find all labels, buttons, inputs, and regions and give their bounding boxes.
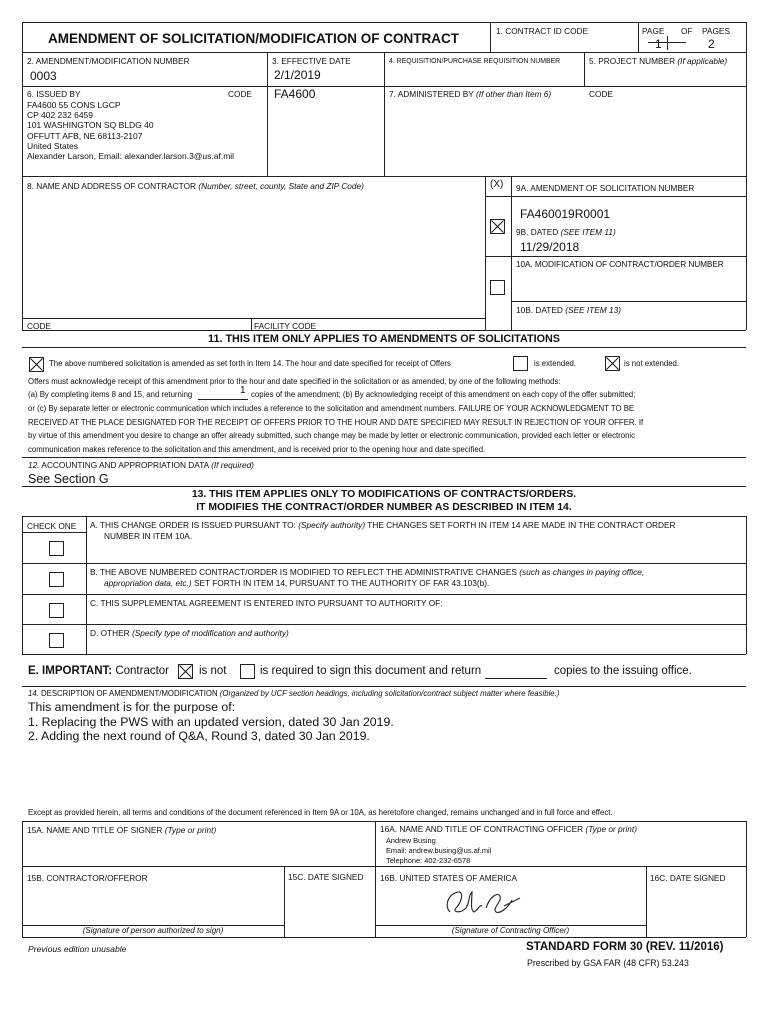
officer-signature [438,886,528,922]
signer-signature-caption: (Signature of person authorized to sign) [82,926,224,935]
previous-edition-note: Previous edition unusable [28,944,127,954]
project-number-text: 5. PROJECT NUMBER [589,56,676,66]
accounting-data-note: (If required) [211,460,254,470]
issued-by-line: 101 WASHINGTON SQ BLDG 40 [27,120,154,131]
effective-date-label: 3. EFFECTIVE DATE [272,56,351,66]
contractor-code-label: CODE [27,321,51,331]
section-11-para: communication makes reference to the solicitation and this amendment, and is received prior to the opening hour and date specified. [28,445,486,454]
contractor-date-signed-label: 15C. DATE SIGNED [288,872,364,882]
administered-by-code-label: CODE [589,89,613,99]
dated-10b-text: 10B. DATED [516,305,563,315]
option-d-lead: D. OTHER [90,628,130,638]
issued-by-code-label: CODE [228,89,252,99]
is-not-label: is not [199,665,227,677]
contractor-name-label [27,181,364,191]
dated-10b-label [516,305,621,315]
officer-line: Telephone: 402-232-6578 [386,855,471,865]
issued-by-line: FA4600 55 CONS LGCP [27,100,121,110]
pages-label: PAGES [702,26,730,36]
option-b-line2 [104,578,489,588]
officer-signature-caption: (Signature of Contracting Officer) [451,926,570,935]
pages-total: 2 [708,37,715,51]
is-extended-label: is extended. [534,359,577,368]
important-row [28,665,169,677]
amendment-solicitation-value[interactable]: FA460019R0001 [520,207,611,221]
description-line: 1. Replacing the PWS with an updated version, dated 30 Jan 2019. [28,714,394,729]
issued-by-line: CP 402 232 6459 [27,110,94,121]
description-body [28,700,394,744]
amendment-checkbox[interactable] [490,219,505,234]
contractor-word: Contractor [115,665,170,677]
amendment-solicitation-label: 9A. AMENDMENT OF SOLICITATION NUMBER [516,183,695,193]
prescribed-by-label: Prescribed by GSA FAR (48 CFR) 53.243 [527,958,689,968]
description-label [28,689,559,699]
option-a-checkbox[interactable] [49,541,64,556]
option-a-line2: NUMBER IN ITEM 10A. [104,531,193,541]
accounting-data-value[interactable]: See Section G [28,472,109,486]
dated-9b-note: (SEE ITEM 11) [560,227,616,237]
amendment-number-value[interactable]: 0003 [30,69,57,83]
section-11-para: copies of the amendment; (b) By acknowledging receipt of this amendment on each copy of the offer submitted; [251,390,636,399]
option-d-text [90,628,289,638]
not-extended-checkbox[interactable] [605,356,620,371]
contractor-name-text: 8. NAME AND ADDRESS OF CONTRACTOR [27,181,197,191]
option-d-checkbox[interactable] [49,633,64,648]
issued-by-line: OFFUTT AFB, NE 68113-2107 [27,130,143,141]
description-line: This amendment is for the purpose of: [28,700,236,714]
contract-id-label: 1. CONTRACT ID CODE [496,26,589,36]
except-text: Except as provided herein, all terms and conditions of the document referenced in Item 9A or 10A, as heretofore changed, remains unchanged and in full force and effect. [28,808,613,817]
accounting-data-label [28,460,254,470]
administered-by-note: (If other than Item 6) [476,89,552,99]
option-b-tail: SET FORTH IN ITEM 14, PURSUANT TO THE AUTHORITY OF FAR 43.103(b). [193,578,490,588]
check-one-label: CHECK ONE [27,521,77,531]
administered-by-text: 7. ADMINISTERED BY [389,89,474,99]
is-not-checkbox[interactable] [178,664,193,679]
issued-by-line: United States [27,140,79,151]
option-b-note2: appropriation data, etc.) [104,578,192,588]
of-label: OF [681,26,693,36]
page-label: PAGE [642,26,665,36]
section-11-title: 11. THIS ITEM ONLY APPLIES TO AMENDMENTS OF SOLICITATIONS [208,333,560,345]
administered-by-label [389,89,551,99]
form-title: AMENDMENT OF SOLICITATION/MODIFICATION OF CONTRACT [48,31,459,46]
section-13-title: 13. THIS ITEM APPLIES ONLY TO MODIFICATIONS OF CONTRACTS/ORDERS. [191,489,577,500]
facility-code-label: FACILITY CODE [254,321,317,331]
section-11-para: by virtue of this amendment you desire to change an offer already submitted, such change may be made by letter or electronic communication, provided each letter or electronic [28,431,636,440]
option-a-lead: A. THIS CHANGE ORDER IS ISSUED PURSUANT TO: [90,520,296,530]
dated-9b-value[interactable]: 11/29/2018 [520,240,580,254]
issued-by-address [27,100,234,161]
modification-checkbox[interactable] [490,280,505,295]
standard-form-label: STANDARD FORM 30 (REV. 11/2016) [526,941,724,953]
is-required-label: is required to sign this document and return [260,665,482,677]
signer-name-note: (Type or print) [164,825,217,835]
officer-line: Andrew Busing [386,836,436,845]
section-11-line1: The above numbered solicitation is amended as set forth in Item 14. The hour and date specified for receipt of Offers [49,359,451,368]
section-11-para: Offers must acknowledge receipt of this amendment prior to the hour and date specified in the solicitation or as amended, by one of the following methods: [28,377,561,386]
not-extended-label: is not extended. [624,359,680,368]
option-b-checkbox[interactable] [49,572,64,587]
option-c-checkbox[interactable] [49,603,64,618]
is-required-checkbox[interactable] [240,664,255,679]
option-a-tail: THE CHANGES SET FORTH IN ITEM 14 ARE MADE IN THE CONTRACT ORDER [367,520,676,530]
solicitation-amended-checkbox[interactable] [29,357,44,372]
section-13-subtitle: IT MODIFIES THE CONTRACT/ORDER NUMBER AS DESCRIBED IN ITEM 14. [196,502,572,513]
officer-details [386,836,491,865]
officer-line: Email: andrew.busing@us.af.mil [386,845,492,855]
description-text: DESCRIPTION OF AMENDMENT/MODIFICATION [41,689,218,698]
option-b-text [90,567,644,577]
option-b-lead: B. THE ABOVE NUMBERED CONTRACT/ORDER IS MODIFIED TO REFLECT THE ADMINISTRATIVE CHANGES [90,567,517,577]
signer-name-text: 15A. NAME AND TITLE OF SIGNER [27,825,163,835]
amendment-number-label: 2. AMENDMENT/MODIFICATION NUMBER [27,56,190,66]
effective-date-value[interactable]: 2/1/2019 [274,68,321,82]
description-num: 14. [28,689,39,698]
contractor-offeror-label: 15B. CONTRACTOR/OFFEROR [27,873,148,883]
dated-10b-note: (SEE ITEM 13) [565,305,621,315]
option-a-note: (Specify authority) [298,520,366,530]
copies-count[interactable]: 1 [240,385,246,396]
copies-to-label: copies to the issuing office. [554,665,692,677]
dated-9b-label [516,227,616,237]
is-extended-checkbox[interactable] [513,356,528,371]
issued-by-label: 6. ISSUED BY [27,89,81,99]
issued-by-line: Alexander Larson, Email: alexander.larson.3@us.af.mil [27,151,235,162]
important-label: E. IMPORTANT: [28,665,113,677]
option-c-text: C. THIS SUPPLEMENTAL AGREEMENT IS ENTERED INTO PURSUANT TO AUTHORITY OF: [90,598,443,608]
issued-by-code-value[interactable]: FA4600 [274,87,316,101]
x-column-label: (X) [490,179,504,190]
description-line: 2. Adding the next round of Q&A, Round 3, dated 30 Jan 2019. [28,729,370,743]
page-number: 1 [655,37,662,51]
signer-name-label [27,825,216,835]
dated-9b-text: 9B. DATED [516,227,559,237]
officer-name-note: (Type or print) [585,824,637,834]
project-number-label [589,56,727,66]
accounting-data-text: ACCOUNTING AND APPROPRIATION DATA [41,460,209,470]
section-11-para: or (c) By separate letter or electronic communication which includes a reference to the solicitation and amendment numbers. FAILURE OF YOUR ACKNOWLEDGMENT TO BE [28,404,635,413]
section-11-para: RECEIVED AT THE PLACE DESIGNATED FOR THE RECEIPT OF OFFERS PRIOR TO THE HOUR AND DATE SPECIFIED MAY RESULT IN REJECTION OF YOUR OFFER. If [28,418,644,427]
option-b-note: (such as changes in paying office, [519,567,645,577]
officer-name-label [380,824,637,834]
project-number-note: (If applicable) [677,56,728,66]
option-d-note: (Specify type of modification and authority) [131,628,289,638]
accounting-data-num: 12. [28,460,40,470]
option-a-text [90,520,676,530]
requisition-number-label: 4. REQUISITION/PURCHASE REQUISITION NUMBER [389,58,561,65]
officer-date-signed-label: 16C. DATE SIGNED [650,873,726,883]
united-states-label: 16B. UNITED STATES OF AMERICA [380,873,518,883]
section-11-para: (a) By completing items 8 and 15, and returning [28,390,193,399]
description-note: (Organized by UCF section headings, including solicitation/contract subject matter where feasible.) [219,689,560,698]
modification-contract-label: 10A. MODIFICATION OF CONTRACT/ORDER NUMBER [516,259,724,269]
officer-name-text: 16A. NAME AND TITLE OF CONTRACTING OFFICER [380,824,584,834]
contractor-name-note: (Number, street, county, State and ZIP Code) [198,181,364,191]
